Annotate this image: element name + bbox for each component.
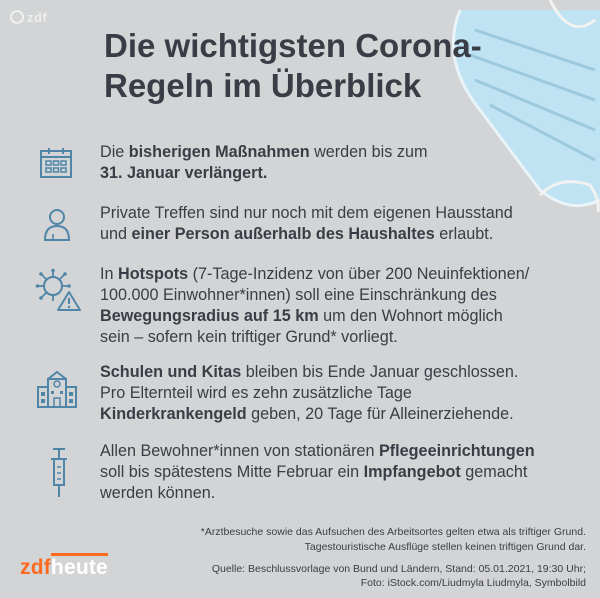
calendar-icon [38,145,74,181]
rule-text [100,362,570,425]
rule-text [100,264,570,348]
rule-text-segment: 100.000 Einwohner*innen) soll eine Einschränkung des [100,286,497,304]
source-line-1: Quelle: Beschlussvorlage von Bund und Ländern, Stand: 05.01.2021, 19:30 Uhr; [211,563,586,575]
title-line-2: Regeln im Überblick [104,67,422,104]
syringe-icon [49,447,69,499]
rule-text-segment: werden können. [100,484,216,502]
rule-text-segment: Allen Bewohner*innen von stationären [100,442,379,460]
rule-text-bold: Bewegungsradius auf 15 km [100,307,319,325]
logo-heute: heute [50,556,108,579]
rule-text-bold: einer Person außerhalb des Haushaltes [131,225,435,243]
zdf-circle-icon [10,10,24,24]
rule-text-segment: In [100,265,118,283]
rule-text-segment: gemacht [460,463,528,481]
rule-item-care-homes [100,441,570,504]
footnote [126,525,586,555]
page-title [104,26,524,106]
rule-text-segment: und [100,225,132,243]
rule-text-segment: Die [100,143,129,161]
rule-text-bold: Kinderkrankengeld [100,405,247,423]
rule-text-segment: erlaubt. [434,225,494,243]
rule-text-bold: 31. Januar verlängert. [100,164,268,182]
footnote-line-2: Tagestouristische Ausflüge stellen keinen triftigen Grund dar. [304,541,586,553]
school-icon [36,367,78,409]
rule-text-segment: Private Treffen sind nur noch mit dem eigenen Hausstand [100,204,513,222]
rule-text-bold: Hotspots [118,265,189,283]
rule-text-bold: Pflegeeinrichtungen [378,442,535,460]
rule-text-segment: um den Wohnort möglich [318,307,503,325]
rule-text-bold: bisherigen Maßnahmen [128,143,310,161]
virus-warning-icon [35,268,81,312]
source-line-2: Foto: iStock.com/Liudmyla Liudmyla, Symbolbild [360,577,586,589]
rule-text-bold: Impfangebot [363,463,461,481]
rule-text [100,203,570,245]
source-credit [166,562,586,590]
rule-text-segment: geben, 20 Tage für Alleinerziehende. [246,405,514,423]
rule-text-segment: Pro Elternteil wird es zehn zusätzliche Tage [100,384,412,402]
rule-text-segment: sein – sofern kein triftiger Grund* vorliegt. [100,328,398,346]
logo-zdf: zdf [20,556,51,579]
rule-text-segment: bleiben bis Ende Januar geschlossen. [241,363,519,381]
rule-item-schools [100,362,570,425]
rule-text [100,142,570,184]
rule-item-private-meetings [100,203,570,245]
footnote-line-1: *Arztbesuche sowie das Aufsuchen des Arbeitsortes gelten etwa als triftiger Grund. [200,526,586,538]
zdf-corner-watermark [10,8,56,26]
rule-text [100,441,570,504]
rule-item-measures [100,142,570,184]
rule-text-segment: (7-Tage-Inzidenz von über 200 Neuinfektionen/ [188,265,530,283]
rule-text-bold: Schulen und Kitas [100,363,242,381]
person-icon [42,207,72,241]
zdf-corner-text: zdf [27,9,48,25]
rule-text-segment: werden bis zum [309,143,428,161]
rule-item-hotspots [100,264,570,348]
rule-text-segment: soll bis spätestens Mitte Februar ein [100,463,364,481]
title-line-1: Die wichtigsten Corona- [104,27,482,64]
zdfheute-logo [20,556,108,580]
